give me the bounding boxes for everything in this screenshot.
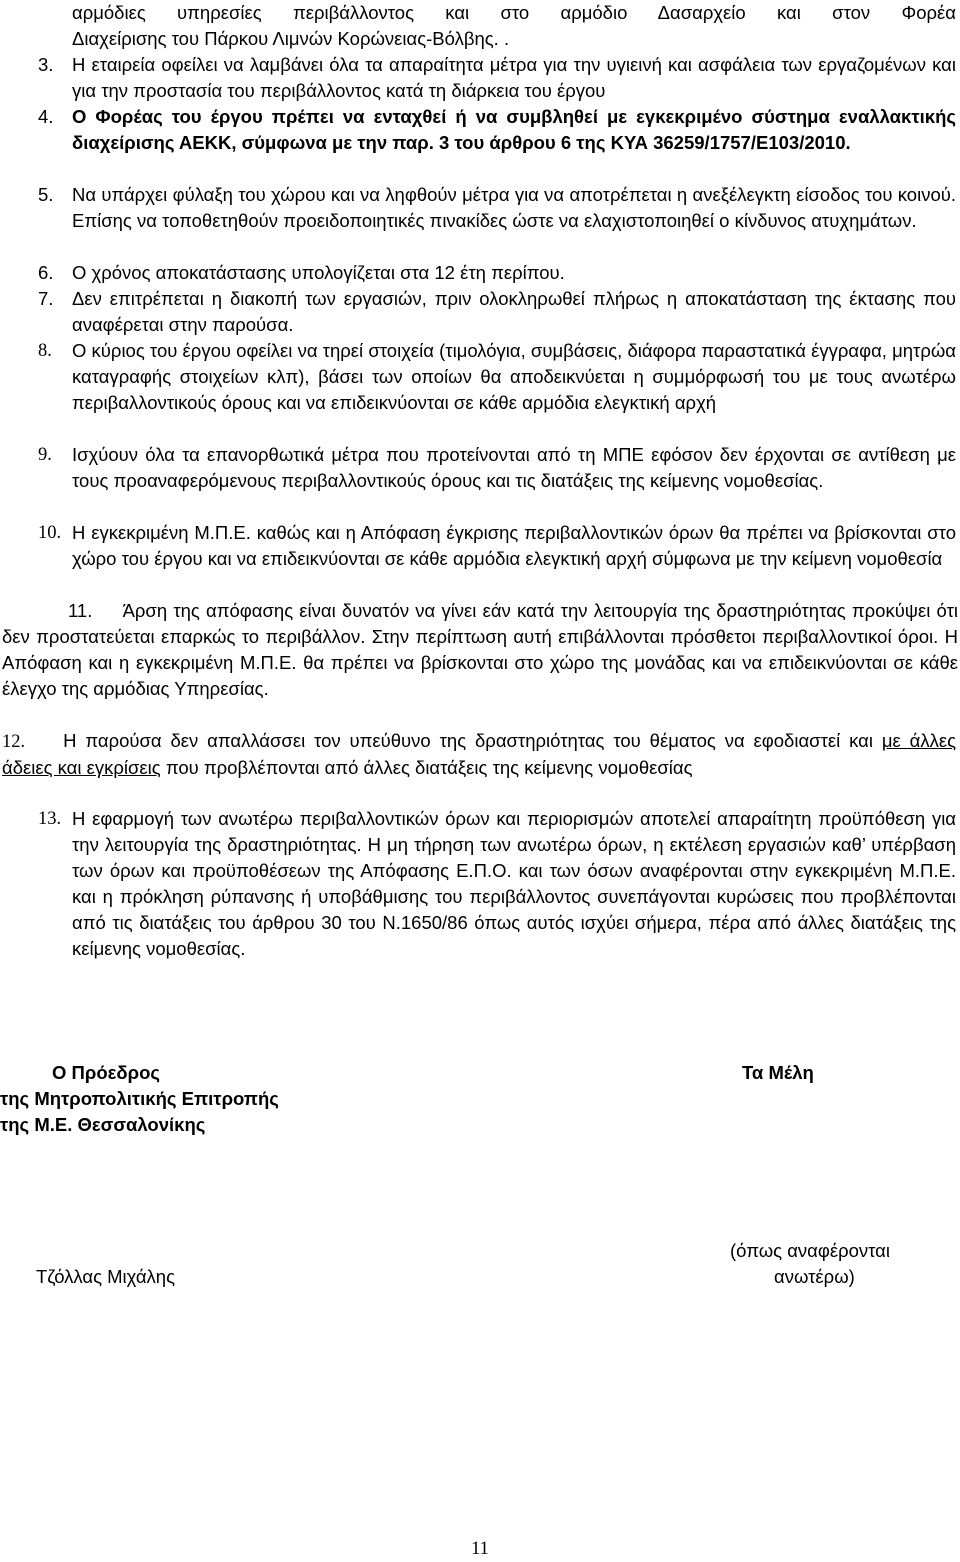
item-number: 10. — [38, 523, 62, 543]
item-text: Ο χρόνος αποκατάστασης υπολογίζεται στα 12 έτη περίπου. — [72, 262, 565, 283]
item-number: 3. — [38, 54, 54, 75]
intro-line-1: αρμόδιες υπηρεσίες περιβάλλοντος και στο αρμόδιο Δασαρχείο και στον Φορέα — [72, 2, 956, 23]
item-number: 8. — [38, 341, 52, 361]
item-number: 5. — [38, 184, 54, 205]
item-text-end: που προβλέπονται από άλλες διατάξεις της κείμενης νομοθεσίας — [160, 757, 693, 778]
members-note-line-2: ανωτέρω) — [774, 1266, 855, 1287]
item-text: Ο κύριος του έργου οφείλει να τηρεί στοιχεία (τιμολόγια, συμβάσεις, διάφορα παραστατικά έγγραφα, μητρώα καταγραφής στοιχείων κλπ), βάσει των οποίων θα αποδεικνύεται η συμμόρφωσή του με τους ανωτέρω περιβαλλοντικούς όρους και να επιδεικνύονται σε κάθε αρμόδια ελεγκτική αρχή — [72, 340, 956, 413]
item-number: 7. — [38, 288, 54, 309]
list-item — [2, 728, 956, 781]
item-text: Η εταιρεία οφείλει να λαμβάνει όλα τα απαραίτητα μέτρα για την υγιεινή και ασφάλεια των εργαζομένων και για την προστασία του περιβάλλοντος κατά τη διάρκεια του έργου — [72, 54, 956, 101]
item-text: Η εφαρμογή των ανωτέρω περιβαλλοντικών όρων και περιορισμών αποτελεί απαραίτητη προϋπόθεση για την λειτουργία της δραστηριότητας. Η μη τήρηση των ανωτέρω όρων, η εκτέλεση εργασιών καθ’ υπέρβαση των όρων και προϋποθέσεων της Απόφασης Ε.Π.Ο. και των όσων αναφέρονται στην εγκεκριμένη Μ.Π.Ε. και η πρόκληση ρύπανσης ή υποβάθμισης του περιβάλλοντος συνεπάγονται κυρώσεις που προβλέπονται από τις διατάξεις του άρθρου 30 του Ν.1650/86 όπως αυτός ισχύει σήμερα, πέρα από άλλες διατάξεις της κείμενης νομοθεσίας. — [72, 808, 956, 959]
committee-line-2: της Μ.Ε. Θεσσαλονίκης — [0, 1114, 206, 1135]
item-number: 11. — [68, 600, 93, 621]
item-number: 6. — [38, 262, 54, 283]
underlined-text: με άλλες άδειες και εγκρίσεις — [2, 730, 956, 778]
item-text: Η παρούσα δεν απαλλάσσει τον υπεύθυνο της δραστηριότητας του θέματος να εφοδιαστεί και — [63, 730, 882, 751]
president-name: Τζόλλας Μιχάλης — [36, 1266, 176, 1287]
item-number: 4. — [38, 106, 54, 127]
members-title: Τα Μέλη — [742, 1062, 814, 1083]
item-number: 12. — [2, 732, 26, 752]
item-text: Να υπάρχει φύλαξη του χώρου και να ληφθούν μέτρα για να αποτρέπεται η ανεξέλεγκτη είσοδος του κοινού. Επίσης να τοποθετηθούν προειδοποιητικές πινακίδες ώστε να ελαχιστοποιηθεί ο κίνδυνος ατυχημάτων. — [72, 184, 956, 231]
item-number: 9. — [38, 445, 52, 465]
item-number: 13. — [38, 809, 62, 829]
members-note-line-1: (όπως αναφέρονται — [730, 1240, 890, 1261]
page-number: 11 — [471, 1539, 489, 1559]
item-text: Άρση της απόφασης είναι δυνατόν να γίνει εάν κατά την λειτουργία της δραστηριότητας προκύψει ότι δεν προστατεύεται επαρκώς το περιβάλλον. Στην περίπτωση αυτή επιβάλλονται πρόσθετοι περιβαλλοντικοί όροι. Η Απόφαση και η εγκεκριμένη Μ.Π.Ε. θα πρέπει να βρίσκονται στο χώρο της μονάδας και να επιδεικνύονται σε κάθε έλεγχο της αρμόδιας Υπηρεσίας. — [2, 600, 958, 699]
item-text: Η εγκεκριμένη Μ.Π.Ε. καθώς και η Απόφαση έγκρισης περιβαλλοντικών όρων θα πρέπει να βρίσκονται στο χώρο του έργου και να επιδεικνύονται σε κάθε αρμόδια ελεγκτική αρχή σύμφωνα με την κείμενη νομοθεσία — [72, 522, 956, 569]
item-text: Ισχύουν όλα τα επανορθωτικά μέτρα που προτείνονται από τη ΜΠΕ εφόσον δεν έρχονται σε αντίθεση με τους προαναφερόμενους περιβαλλοντικούς όρους και τις διατάξεις της κείμενης νομοθεσίας. — [72, 444, 956, 491]
president-title: Ο Πρόεδρος — [52, 1062, 161, 1083]
intro-line-2: Διαχείρισης του Πάρκου Λιμνών Κορώνειας-Βόλβης. . — [72, 28, 510, 49]
list-item — [2, 598, 958, 702]
item-text: Ο Φορέας του έργου πρέπει να ενταχθεί ή να συμβληθεί με εγκεκριμένο σύστημα εναλλακτικής διαχείρισης ΑΕΚΚ, σύμφωνα με την παρ. 3 του άρθρου 6 της ΚΥΑ 36259/1757/Ε103/2010. — [72, 106, 956, 153]
item-text: Δεν επιτρέπεται η διακοπή των εργασιών, πριν ολοκληρωθεί πλήρως η αποκατάσταση της έκτασης που αναφέρεται στην παρούσα. — [72, 288, 956, 335]
committee-line-1: της Μητροπολιτικής Επιτροπής — [0, 1088, 279, 1109]
